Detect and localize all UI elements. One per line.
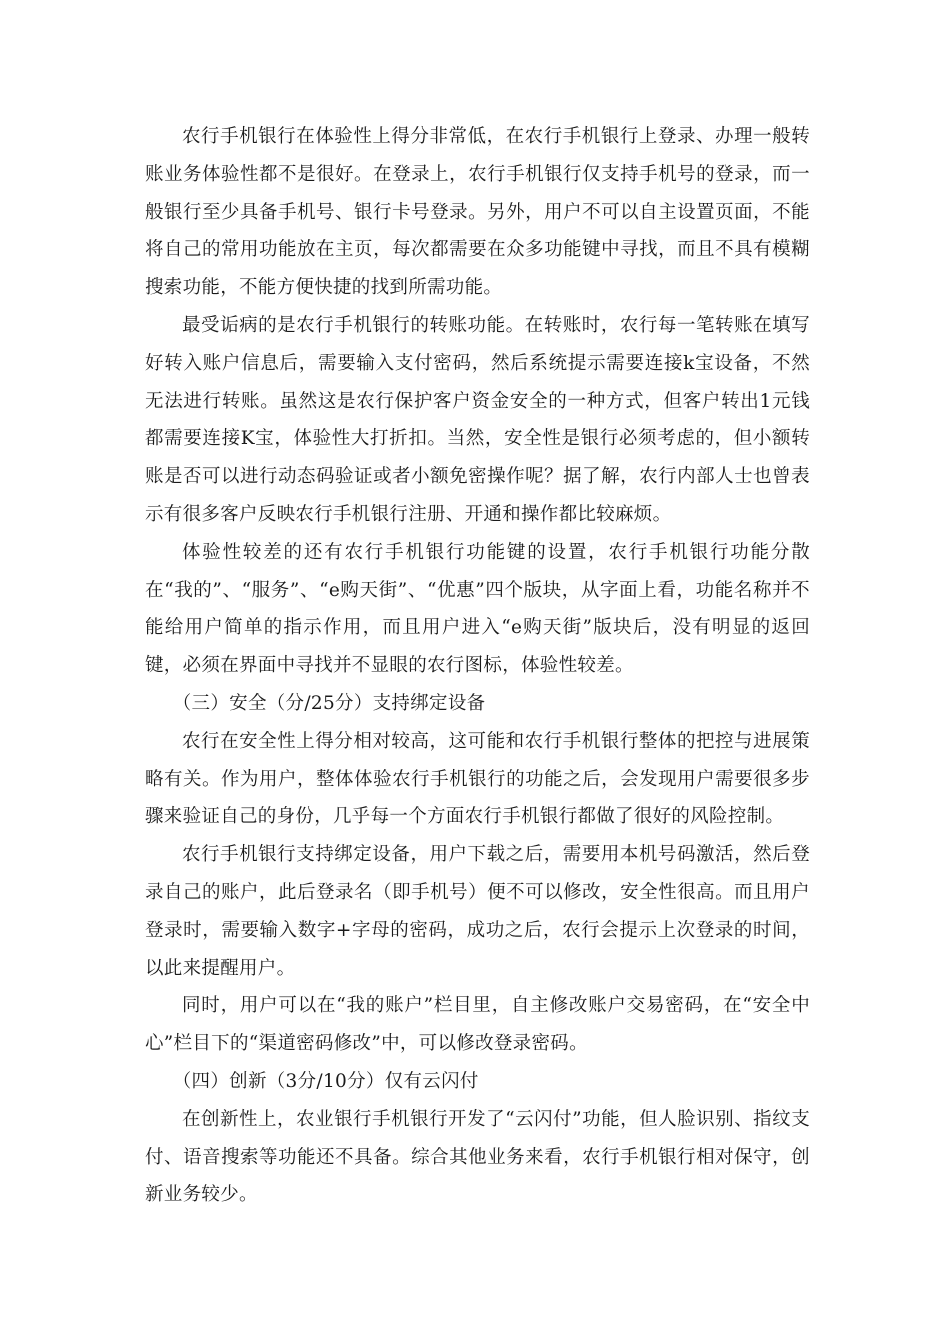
document-body [145,118,810,1214]
section-heading-innovation: （四）创新（3分/10分）仅有云闪付 [172,1070,479,1092]
paragraph-password-change: 同时，用户可以在“我的账户”栏目里，自主修改账户交易密码，在“安全中心”栏目下的“渠道密码修改”中，可以修改登录密码。 [145,995,810,1055]
paragraph-device-binding: 农行手机银行支持绑定设备，用户下载之后，需要用本机号码激活，然后登录自己的账户，此后登录名（即手机号）便不可以修改，安全性很高。而且用户登录时，需要输入数字+字母的密码，成功之后，农行会提示上次登录的时间，以此来提醒用户。 [145,844,810,979]
paragraph-transfer-complaint: 最受诟病的是农行手机银行的转账功能。在转账时，农行每一笔转账在填写好转入账户信息后，需要输入支付密码，然后系统提示需要连接k宝设备，不然无法进行转账。虽然这是农行保护客户资金安全的一种方式，但客户转出1元钱都需要连接K宝，体验性大打折扣。当然，安全性是银行必须考虑的，但小额转账是否可以进行动态码验证或者小额免密操作呢？据了解，农行内部人士也曾表示有很多客户反映农行手机银行注册、开通和操作都比较麻烦。 [145,314,810,525]
paragraph-experience-intro: 农行手机银行在体验性上得分非常低，在农行手机银行上登录、办理一般转账业务体验性都不是很好。在登录上，农行手机银行仅支持手机号的登录，而一般银行至少具备手机号、银行卡号登录。另外，用户不可以自主设置页面，不能将自己的常用功能放在主页，每次都需要在众多功能键中寻找，而且不具有模糊搜索功能，不能方便快捷的找到所需功能。 [145,126,810,299]
paragraph-innovation: 在创新性上，农业银行手机银行开发了“云闪付”功能，但人脸识别、指纹支付、语音搜索等功能还不具备。综合其他业务来看，农行手机银行相对保守，创新业务较少。 [145,1108,810,1206]
section-heading-security: （三）安全（分/25分）支持绑定设备 [172,692,486,714]
paragraph-function-keys: 体验性较差的还有农行手机银行功能键的设置，农行手机银行功能分散在“我的”、“服务”、“e购天街”、“优惠”四个版块，从字面上看，功能名称并不能给用户简单的指示作用，而且用户进入“e购天街”版块后，没有明显的返回键，必须在界面中寻找并不显眼的农行图标，体验性较差。 [145,541,810,677]
paragraph-security-intro: 农行在安全性上得分相对较高，这可能和农行手机银行整体的把控与进展策略有关。作为用户，整体体验农行手机银行的功能之后，会发现用户需要很多步骤来验证自己的身份，几乎每一个方面农行手机银行都做了很好的风险控制。 [145,730,810,828]
